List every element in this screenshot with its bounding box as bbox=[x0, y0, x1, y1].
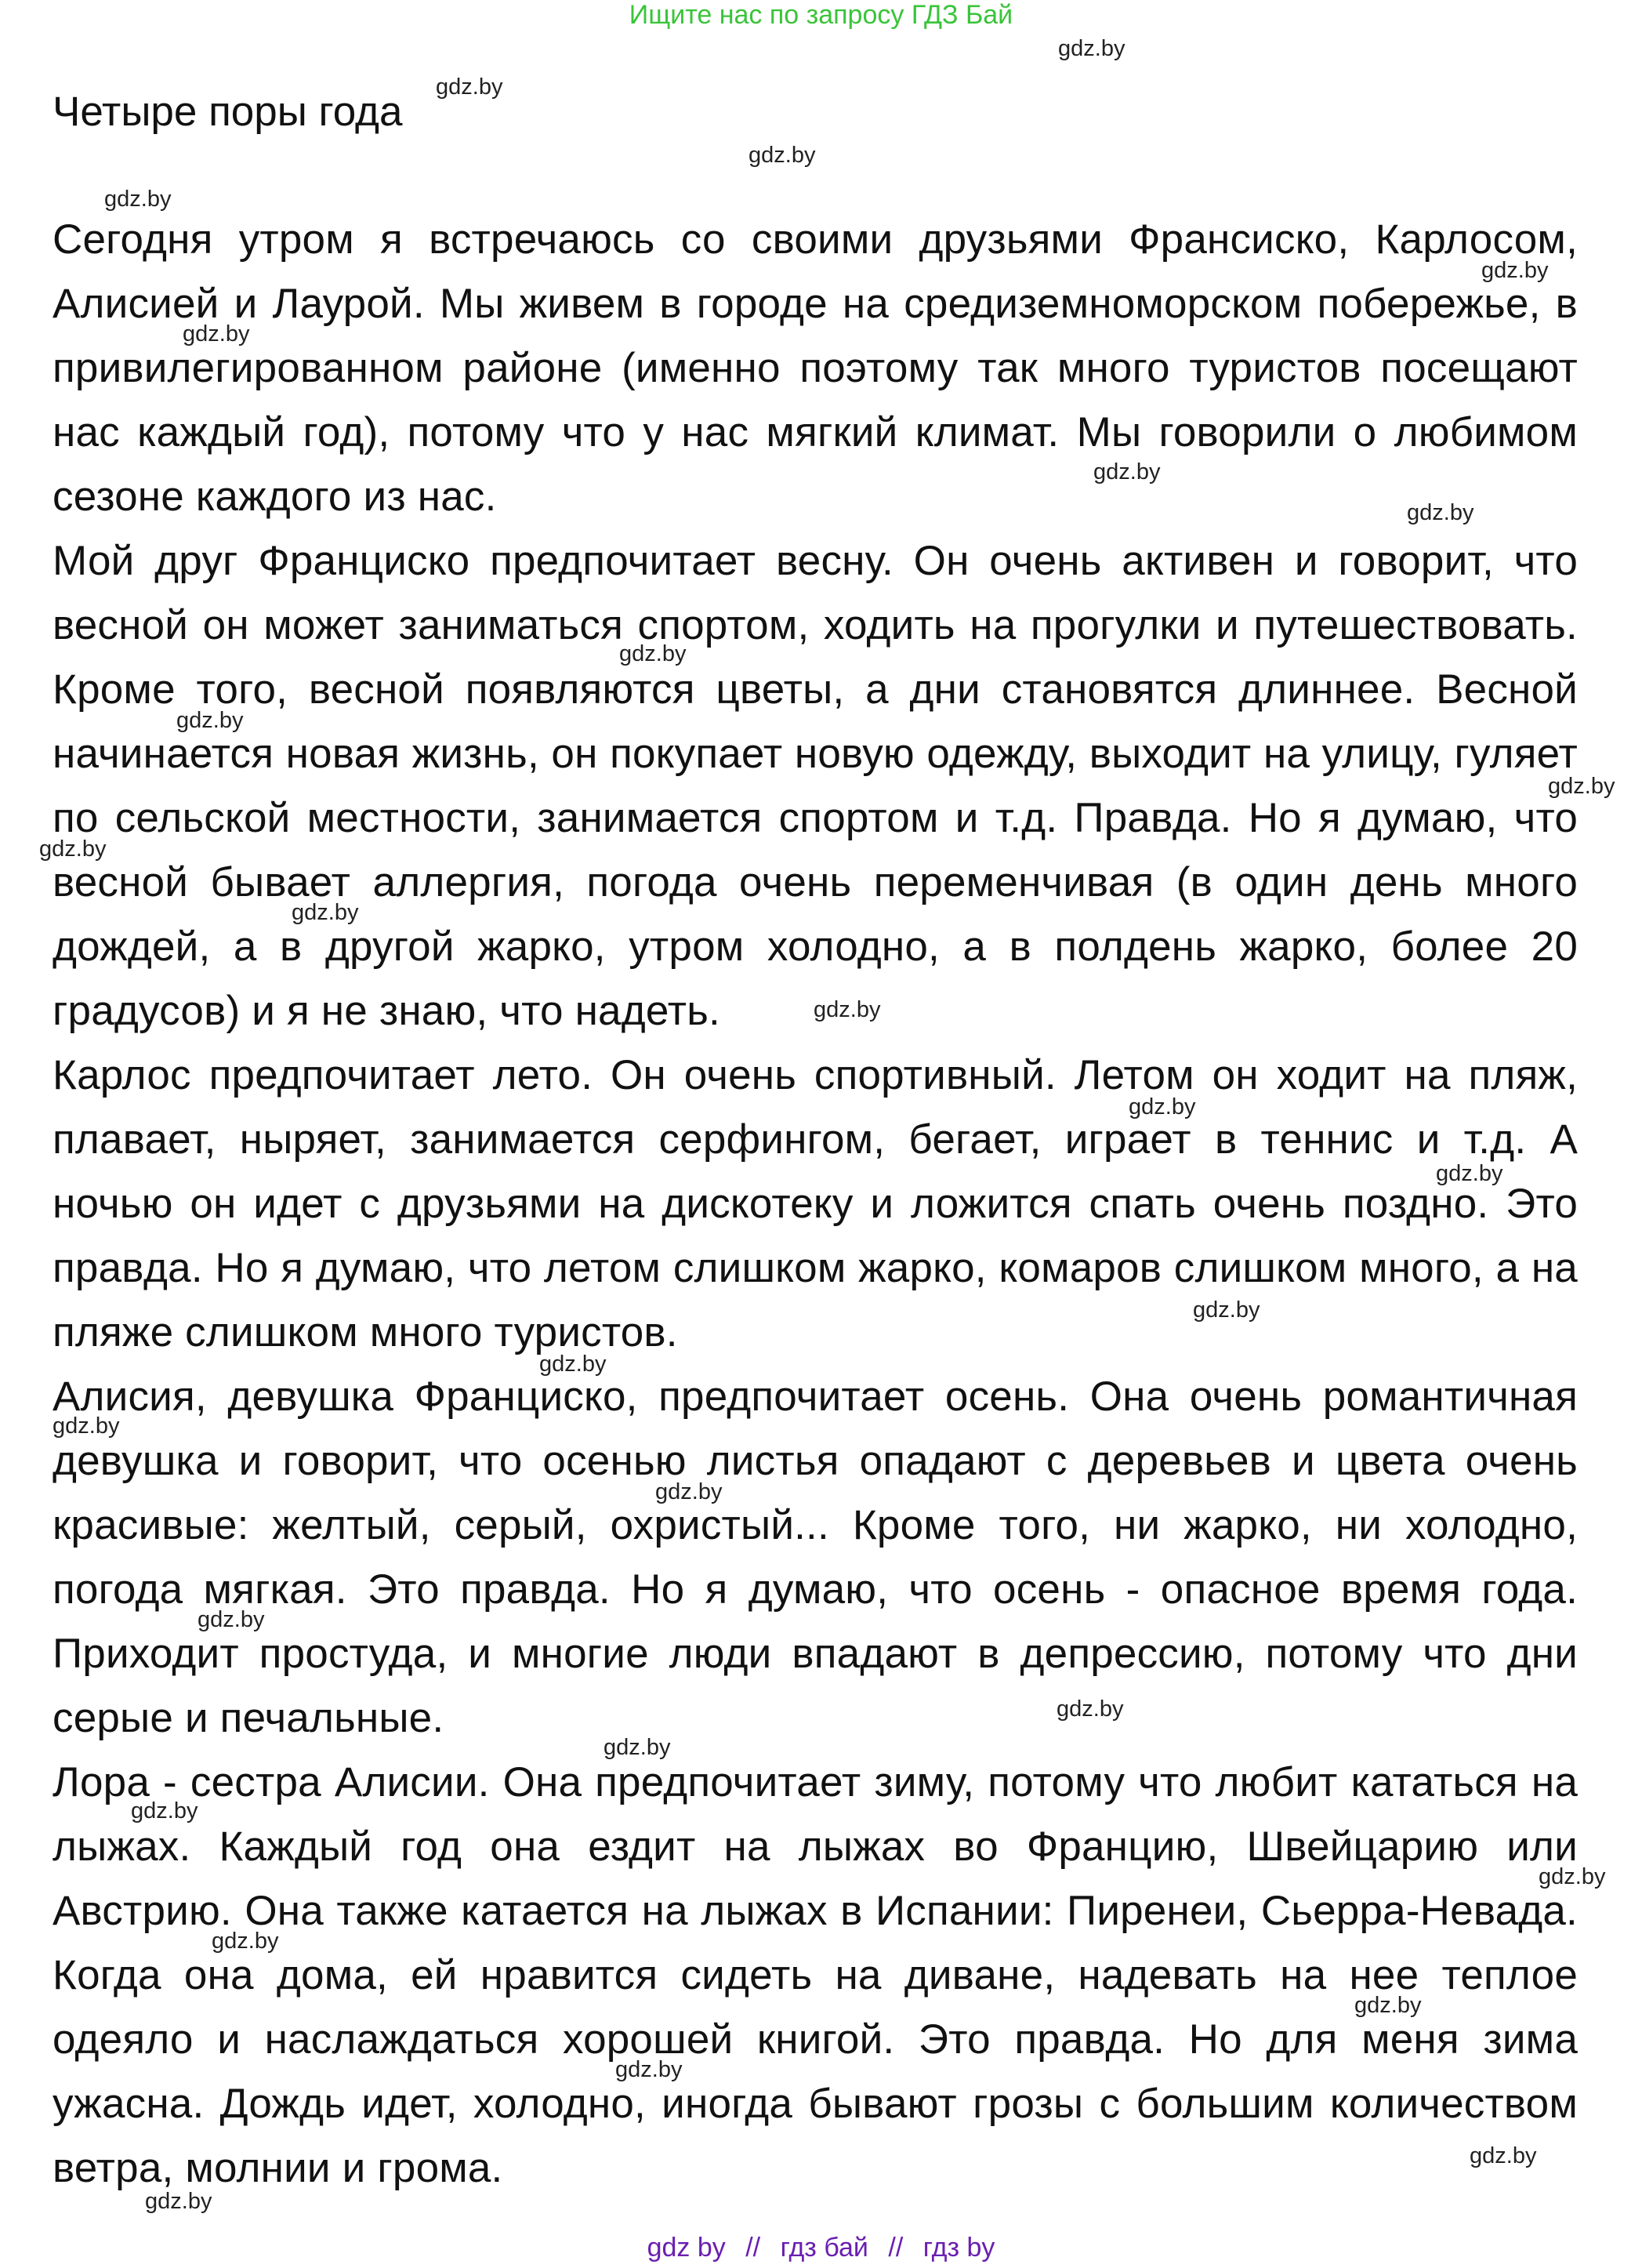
watermark: gdz.by bbox=[1354, 1993, 1422, 2018]
watermark: gdz.by bbox=[176, 708, 244, 733]
watermark: gdz.by bbox=[539, 1352, 607, 1377]
watermark: gdz.by bbox=[1548, 774, 1615, 799]
watermark: gdz.by bbox=[749, 143, 816, 168]
watermark: gdz.by bbox=[183, 321, 250, 347]
footer-link-gdz-by[interactable]: gdz by bbox=[647, 2233, 726, 2263]
watermark: gdz.by bbox=[1193, 1297, 1260, 1323]
watermark: gdz.by bbox=[53, 1413, 120, 1439]
watermark: gdz.by bbox=[604, 1735, 671, 1760]
paragraph-autumn: Алисия, девушка Франциско, предпочитает осень. Она очень романтичная девушка и говорит, что осенью листья опадают с деревьев и цвета очень красивые: желтый, серый, охристый... Кроме того, ни жарко, ни холодно, погода мягкая. Это правда. Но я думаю, что осень - опасное время года. Приходит простуда, и многие люди впадают в депрессию, потому что дни серые и печальные. bbox=[53, 1374, 1578, 1741]
watermark: gdz.by bbox=[131, 1798, 198, 1823]
watermark: gdz.by bbox=[145, 2189, 212, 2214]
watermark: gdz.by bbox=[212, 1929, 279, 1954]
watermark: gdz.by bbox=[1093, 459, 1161, 484]
watermark: gdz.by bbox=[619, 641, 687, 666]
watermark: gdz.by bbox=[292, 900, 359, 925]
watermark: gdz.by bbox=[1481, 258, 1549, 283]
watermark: gdz.by bbox=[436, 74, 503, 100]
footer-separator: // bbox=[888, 2233, 904, 2263]
text-body bbox=[53, 208, 1578, 2201]
watermark: gdz.by bbox=[1470, 2143, 1537, 2168]
watermark: gdz.by bbox=[1436, 1161, 1503, 1186]
footer-link-gdz-bai[interactable]: гдз бай bbox=[780, 2233, 868, 2263]
watermark: gdz.by bbox=[1129, 1094, 1196, 1119]
footer-separator: // bbox=[745, 2233, 761, 2263]
footer-links bbox=[0, 2233, 1642, 2263]
watermark: gdz.by bbox=[655, 1479, 723, 1504]
watermark: gdz.by bbox=[1057, 1696, 1124, 1722]
paragraph-intro: Сегодня утром я встречаюсь со своими друзьями Франсиско, Карлосом, Алисией и Лаурой. Мы живем в городе на средиземноморском побережье, в привилегированном районе (именно поэтому так много туристов посещают нас каждый год), потому что у нас мягкий климат. Мы говорили о любимом сезоне каждого из нас. bbox=[53, 216, 1578, 520]
paragraph-summer: Карлос предпочитает лето. Он очень спортивный. Летом он ходит на пляж, плавает, ныряет, занимается серфингом, бегает, играет в теннис и т.д. А ночью он идет с друзьями на дискотеку и ложится спать очень поздно. Это правда. Но я думаю, что летом слишком жарко, комаров слишком много, а на пляже слишком много туристов. bbox=[53, 1052, 1578, 1355]
page-title: Четыре поры года bbox=[53, 89, 403, 135]
watermark: gdz.by bbox=[1058, 36, 1125, 61]
footer-link-gdz-by-cyr[interactable]: гдз by bbox=[922, 2233, 995, 2263]
watermark: gdz.by bbox=[1407, 500, 1474, 525]
watermark: gdz.by bbox=[615, 2057, 683, 2082]
search-hint-link[interactable]: Ищите нас по запросу ГДЗ Бай bbox=[629, 0, 1013, 30]
watermark: gdz.by bbox=[198, 1607, 265, 1632]
watermark: gdz.by bbox=[39, 836, 107, 862]
watermark: gdz.by bbox=[814, 997, 881, 1022]
paragraph-spring: Мой друг Франциско предпочитает весну. Он очень активен и говорит, что весной он может заниматься спортом, ходить на прогулки и путешествовать. Кроме того, весной появляются цветы, а дни становятся длиннее. Весной начинается новая жизнь, он покупает новую одежду, выходит на улицу, гуляет по сельской местности, занимается спортом и т.д. Правда. Но я думаю, что весной бывает аллергия, погода очень переменчивая (в один день много дождей, а в другой жарко, утром холодно, а в полдень жарко, более 20 градусов) и я не знаю, что надеть. bbox=[53, 538, 1578, 1034]
watermark: gdz.by bbox=[104, 187, 172, 212]
paragraph-winter: Лора - сестра Алисии. Она предпочитает зиму, потому что любит кататься на лыжах. Каждый год она ездит на лыжах во Францию, Швейцарию или Австрию. Она также катается на лыжах в Испании: Пиренеи, Сьерра-Невада. Когда она дома, ей нравится сидеть на диване, надевать на нее теплое одеяло и наслаждаться хорошей книгой. Это правда. Но для меня зима ужасна. Дождь идет, холодно, иногда бывают грозы с большим количеством ветра, молнии и грома. bbox=[53, 1759, 1578, 2191]
watermark: gdz.by bbox=[1539, 1864, 1606, 1889]
